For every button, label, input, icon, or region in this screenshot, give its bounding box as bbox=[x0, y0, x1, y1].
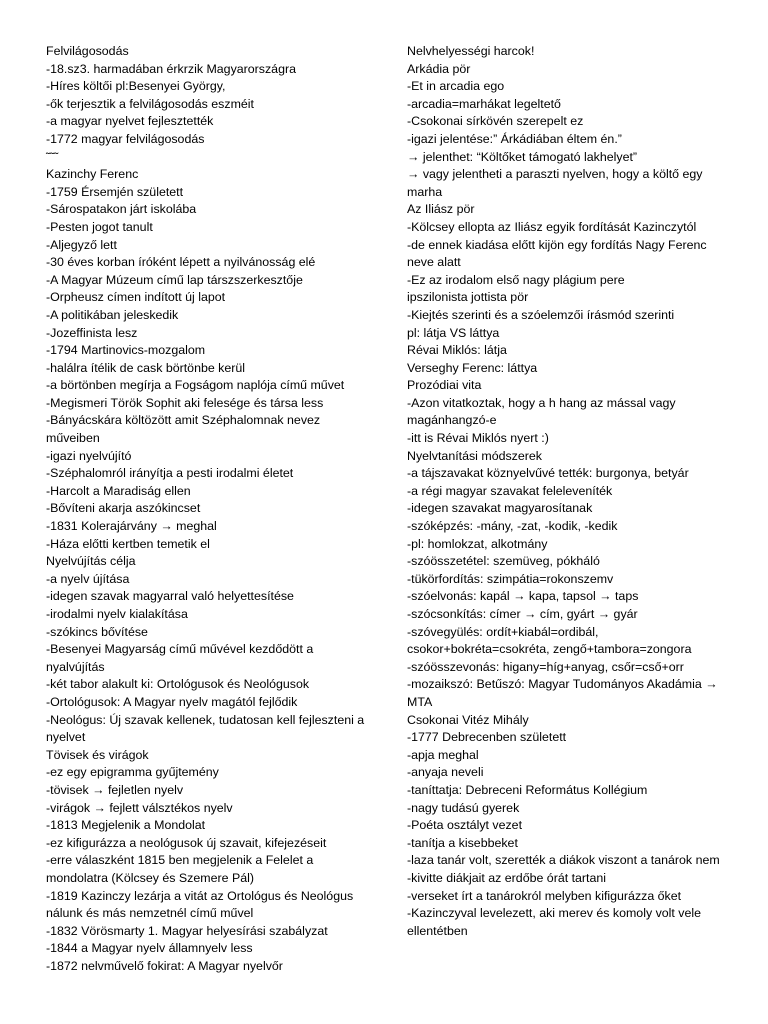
text-line: ipszilonista jottista pör bbox=[407, 290, 529, 305]
text-line: -30 éves korban íróként lépett a nyilvánosság elé bbox=[46, 255, 316, 270]
text-line: -Besenyei Magyarság című művével kezdődött a nyalvújítás bbox=[46, 642, 314, 674]
text-line: -tükörfordítás: szimpátia=rokonszemv bbox=[407, 571, 614, 586]
text-line: -Csokonai sírkövén szerepelt ez bbox=[407, 114, 584, 129]
text-line: -Poéta osztályt vezet bbox=[407, 818, 523, 833]
text-line: -1813 Megjelenik a Mondolat bbox=[46, 818, 206, 833]
text-line: Kazinchy Ferenc bbox=[46, 167, 139, 182]
text-line: -Harcolt a Maradiság ellen bbox=[46, 483, 191, 498]
text-line: -A Magyar Múzeum című lap társzszerkesztője bbox=[46, 272, 303, 287]
text-line: -anyaja neveli bbox=[407, 765, 484, 780]
text-line: -halálra ítélik de cask börtönbe kerül bbox=[46, 360, 246, 375]
text-line: -igazi jelentése:” Árkádiában éltem én.” bbox=[407, 131, 622, 146]
text-line: pl: látja VS láttya bbox=[407, 325, 500, 340]
text-line: -A politikában jeleskedik bbox=[46, 307, 179, 322]
text-line: -szóösszetétel: szemüveg, pókháló bbox=[407, 554, 600, 569]
text-line: Tövisek és virágok bbox=[46, 747, 149, 762]
text-line: → jelenthet: “Költőket támogató lakhelyet” bbox=[407, 149, 638, 164]
text-line: -Széphalomról irányítja a pesti irodalmi életet bbox=[46, 466, 294, 481]
text-line: -Bányácskára költözött amit Széphalomnak nevez műveiben bbox=[46, 413, 321, 446]
text-line: -1819 Kazinczy lezárja a vitát az Ortológus és Neológus nálunk és más nemzetnél című művel bbox=[46, 888, 354, 921]
text-line: -Kölcsey ellopta az Iliász egyik fordítását Kazinczytól bbox=[407, 219, 697, 234]
text-line: -szókincs bővítése bbox=[46, 624, 148, 639]
text-line: -ez kifigurázza a neológusok új szavait, kifejezéseit bbox=[46, 835, 327, 850]
text-line: -kivitte diákjait az erdőbe órát tartani bbox=[407, 870, 607, 885]
right-column bbox=[407, 43, 732, 940]
text-line: -nagy tudású gyerek bbox=[407, 800, 520, 815]
text-line: -irodalmi nyelv kialakítása bbox=[46, 607, 188, 621]
text-line: Csokonai Vitéz Mihály bbox=[407, 712, 529, 727]
text-line: -szóvegyülés: ordít+kiabál=ordibál, csokor+bokréta=csokréta, zengő+tambora=zongora bbox=[407, 624, 692, 657]
text-line: -1772 magyar felvilágosodás bbox=[46, 131, 205, 146]
text-line: -18.sz3. harmadában érkrzik Magyarországra bbox=[46, 61, 296, 76]
text-line: -1832 Vörösmarty 1. Magyar helyesírási szabályzat bbox=[46, 923, 328, 938]
text-line: -pl: homlokzat, alkotmány bbox=[407, 536, 548, 551]
text-line: -erre válaszként 1815 ben megjelenik a Felelet a mondolatra (Kölcsey és Szemere Pál) bbox=[46, 853, 314, 885]
text-line: -Et in arcadia ego bbox=[407, 79, 505, 94]
text-line: -igazi nyelvújító bbox=[46, 448, 132, 463]
text-line: -tövisek → fejletlen nyelv bbox=[46, 782, 184, 797]
text-line: -szóösszevonás: higany=híg+anyag, csőr=cső+orr bbox=[407, 659, 684, 674]
text-line: -ők terjesztik a felvilágosodás eszméit bbox=[46, 96, 254, 111]
text-line: -verseket írt a tanárokról melyben kifigurázza őket bbox=[407, 888, 682, 903]
text-line: -Ortológusok: A Magyar nyelv magától fejlődik bbox=[46, 694, 298, 709]
text-line: -itt is Révai Miklós nyert :) bbox=[407, 431, 549, 446]
text-line: -a régi magyar szavakat feleleveníték bbox=[407, 483, 613, 498]
text-line: -két tabor alakult ki: Ortológusok és Neológusok bbox=[46, 677, 310, 692]
text-line: -Bővíteni akarja aszókincset bbox=[46, 501, 201, 516]
text-line: -Orpheusz címen indított új lapot bbox=[46, 290, 226, 305]
text-line: Nyelvújítás célja bbox=[46, 554, 136, 569]
text-line: -Jozeffinista lesz bbox=[46, 325, 138, 340]
text-line: -1777 Debrecenben született bbox=[407, 730, 567, 745]
text-line: -Megismeri Török Sophit aki felesége és társa less bbox=[46, 395, 324, 410]
text-line: -idegen szavakat magyarosítanak bbox=[407, 501, 593, 516]
text-line: -szóképzés: -mány, -zat, -kodik, -kedik bbox=[407, 519, 618, 534]
text-line: -1759 Érsemjén született bbox=[46, 184, 184, 199]
text-line: -Sárospatakon járt iskolába bbox=[46, 202, 197, 217]
text-line: -de ennek kiadása előtt kijön egy fordítás Nagy Ferenc neve alatt bbox=[407, 237, 707, 270]
text-line: -Háza előtti kertben temetik el bbox=[46, 536, 210, 551]
left-column bbox=[46, 43, 366, 975]
text-line: -1831 Kolerajárvány → meghal bbox=[46, 519, 217, 534]
text-line: Verseghy Ferenc: láttya bbox=[407, 360, 538, 375]
text-line: -Híres költői pl:Besenyei György, bbox=[46, 79, 226, 94]
text-line: -a nyelv újítása bbox=[46, 571, 130, 586]
text-line: -Ez az irodalom első nagy plágium pere bbox=[407, 272, 625, 287]
text-line: → vagy jelentheti a paraszti nyelven, hogy a költő egy marha bbox=[407, 167, 703, 199]
text-line: -Kazinczyval levelezett, aki merev és komoly volt vele ellentétben bbox=[407, 906, 702, 938]
text-line: -Azon vitatkoztak, hogy a h hang az mással vagy magánhangzó-e bbox=[407, 395, 676, 428]
text-line: -tanítja a kisebbeket bbox=[407, 835, 518, 850]
text-line: Prozódiai vita bbox=[407, 378, 482, 393]
text-line: -szóelvonás: kapál → kapa, tapsol → taps bbox=[407, 589, 639, 604]
text-line: -apja meghal bbox=[407, 747, 479, 762]
text-line: -a tájszavakat köznyelvűvé tették: burgonya, betyár bbox=[407, 466, 689, 481]
text-line: -1794 Martinovics-mozgalom bbox=[46, 343, 206, 358]
text-line: -a börtönben megírja a Fogságom naplója című művet bbox=[46, 378, 345, 393]
text-line: -Kiejtés szerinti és a szóelemzői írásmód szerinti bbox=[407, 307, 675, 322]
text-line: -1844 a Magyar nyelv államnyelv less bbox=[46, 941, 253, 956]
text-line: -virágok → fejlett válsztékos nyelv bbox=[46, 800, 233, 815]
text-line: ˜˜˜ bbox=[46, 149, 59, 164]
text-line: Felvilágosodás bbox=[46, 44, 129, 58]
text-line: -Pesten jogot tanult bbox=[46, 219, 153, 234]
text-line: Révai Miklós: látja bbox=[407, 343, 507, 358]
text-line: Arkádia pör bbox=[407, 61, 471, 76]
text-line: -taníttatja: Debreceni Református Kollégium bbox=[407, 782, 648, 797]
text-line: -Aljegyző lett bbox=[46, 237, 117, 252]
text-line: -1872 nelvművelő fokirat: A Magyar nyelvőr bbox=[46, 958, 283, 973]
text-line: -arcadia=marhákat legeltető bbox=[407, 96, 561, 111]
text-line: -laza tanár volt, szerették a diákok viszont a tanárok nem bbox=[407, 853, 720, 868]
text-line: -ez egy epigramma gyűjtemény bbox=[46, 765, 219, 780]
text-line: Az Iliász pör bbox=[407, 202, 475, 217]
text-line: Nelvhelyességi harcok! bbox=[407, 44, 535, 58]
text-line: -a magyar nyelvet fejlesztették bbox=[46, 114, 214, 129]
text-line: Nyelvtanítási módszerek bbox=[407, 448, 542, 463]
text-line: -Neológus: Új szavak kellenek, tudatosan kell fejleszteni a nyelvet bbox=[46, 712, 365, 745]
text-line: -idegen szavak magyarral való helyettesítése bbox=[46, 589, 294, 604]
text-line: -szócsonkítás: címer → cím, gyárt → gyár bbox=[407, 607, 638, 621]
text-line: -mozaikszó: Betűszó: Magyar Tudományos Akadámia → MTA bbox=[407, 677, 718, 709]
